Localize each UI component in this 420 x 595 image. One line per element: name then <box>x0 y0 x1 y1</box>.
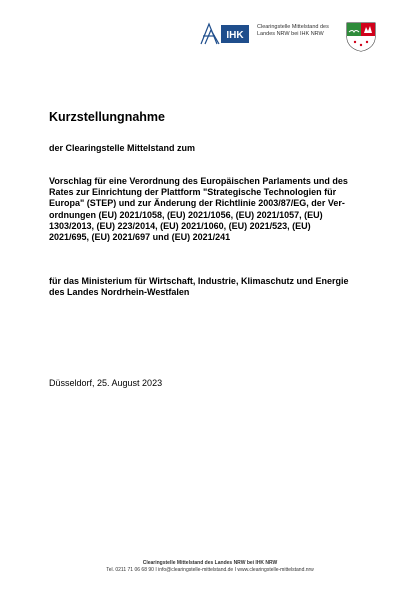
clearingstelle-line-2: Landes NRW bei IHK NRW <box>257 31 324 37</box>
footer <box>0 560 420 574</box>
footer-organization: Clearingstelle Mittelstand des Landes NRW bei IHK NRW <box>142 560 278 566</box>
document-title: Kurzstellungnahme <box>49 110 165 124</box>
document-date: Düsseldorf, 25. August 2023 <box>49 378 163 388</box>
clearingstelle-line-1: Clearingstelle Mittelstand des <box>257 24 329 30</box>
letterhead <box>0 0 420 70</box>
ihk-logo-text: IHK <box>226 30 244 41</box>
proposal-line: Europa" (STEP) und zur Änderung der Richtlinie 2003/87/EG, der Ver- <box>49 198 345 209</box>
proposal-line: 1303/2013, (EU) 223/2014, (EU) 2021/1060, (EU) 2021/523, (EU) <box>49 220 311 231</box>
proposal-line: Vorschlag für eine Verordnung des Europäischen Parlaments und des <box>49 176 348 186</box>
ministry-line: des Landes Nordrhein-Westfalen <box>49 287 190 298</box>
proposal-line: 2021/695, (EU) 2021/697 und (EU) 2021/241 <box>49 232 231 243</box>
clearingstelle-label <box>257 24 337 38</box>
ihk-logo-icon <box>199 22 251 46</box>
footer-contact: Tel. 0211 71 06 68 90 I info@clearingstelle-mittelstand.de I www.clearingstelle-mittelstand.nrw <box>106 567 314 573</box>
ministry-line: für das Ministerium für Wirtschaft, Industrie, Klimaschutz und Energie <box>49 276 349 286</box>
document-intro: der Clearingstelle Mittelstand zum <box>49 143 196 153</box>
nrw-coat-of-arms-icon <box>344 21 378 52</box>
ministry-text <box>49 276 383 298</box>
proposal-line: ordnungen (EU) 2021/1058, (EU) 2021/1056, (EU) 2021/1057, (EU) <box>49 209 323 220</box>
proposal-text <box>49 176 383 243</box>
proposal-line: Rates zur Einrichtung der Plattform "Strategische Technologien für <box>49 187 337 198</box>
